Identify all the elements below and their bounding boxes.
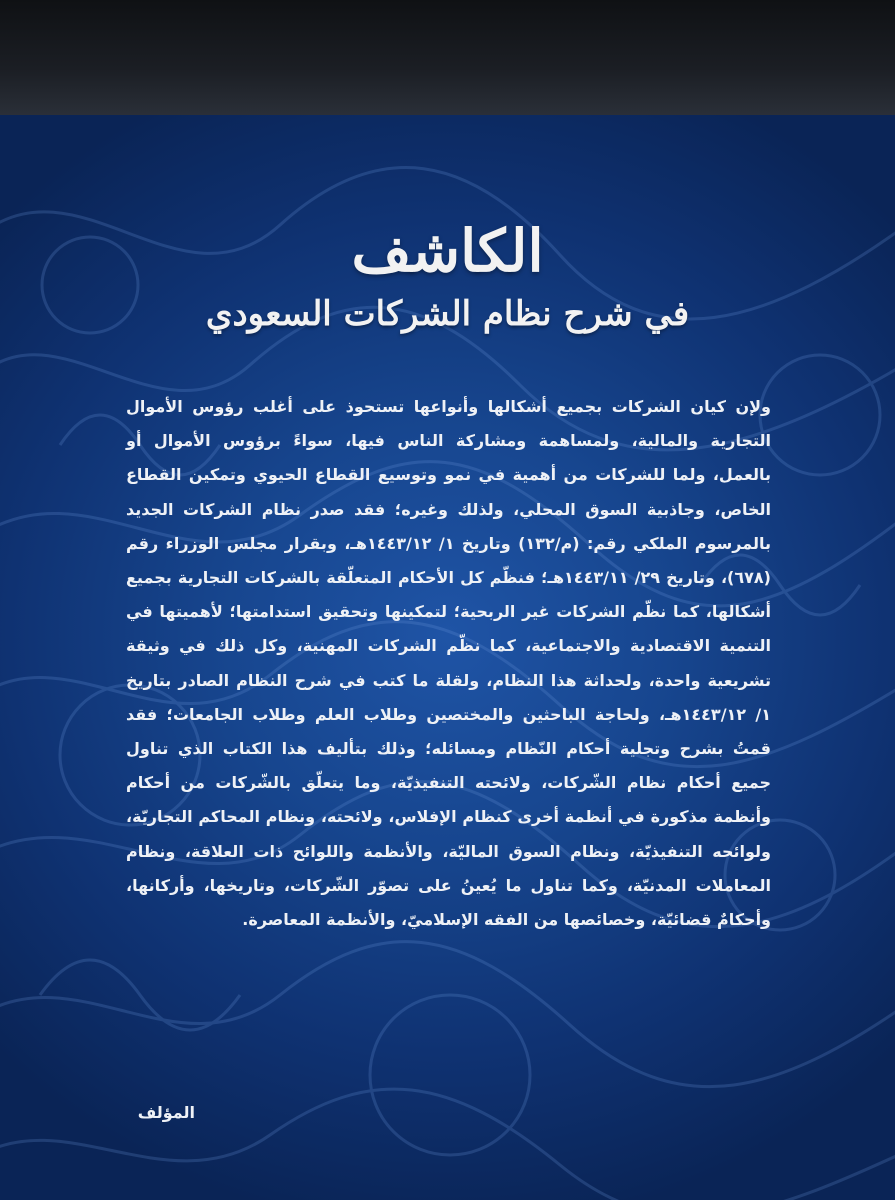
- top-dark-band: [0, 0, 895, 115]
- cover-panel: [0, 115, 895, 1200]
- description-text: ولإن كيان الشركات بجميع أشكالها وأنواعها تستحوذ على أغلب رؤوس الأموال التجارية والمالية، ولمساهمة ومشاركة الناس فيها، سواءً برؤوس الأموال أو بالعمل، ولما للشركات من أهمية في نمو وتوسيع القطاع الحيوي وتمكين القطاع الخاص، وجاذبية السوق المحلي، ولذلك وغيره؛ فقد صدر نظام الشركات الجديد بالمرسوم الملكي رقم: (م/١٣٢) وتاريخ ١/ ١٤٤٣/١٢هـ، وبقرار مجلس الوزراء رقم (٦٧٨)، وتاريخ ٢٩/ ١٤٤٣/١١هـ؛ فنظّم كل الأحكام المتعلّقة بالشركات التجارية بجميع أشكالها، كما نظّم الشركات غير الربحية؛ لتمكينها وتحقيق استدامتها؛ لأهميتها في التنمية الاقتصادية والاجتماعية، كما نظّم الشركات المهنية، وكل ذلك في وثيقة تشريعية واحدة، ولحداثة هذا النظام، ولقلة ما كتب في شرح النظام الصادر بتاريخ ١/ ١٤٤٣/١٢هـ، ولحاجة الباحثين والمختصين وطلاب العلم وطلاب الجامعات؛ فقد قمتُ بشرح وتجلية أحكام النّظام ومسائله؛ وذلك بتأليف هذا الكتاب الذي تناول جميع أحكام نظام الشّركات، ولائحته التنفيذيّة، وما يتعلّق بالشّركات من أحكام وأنظمة مذكورة في أنظمة أخرى كنظام الإفلاس، ولائحته، ونظام المحاكم التجاريّة، ولوائحه التنفيذيّة، ونظام السوق الماليّة، والأنظمة واللوائح ذات العلاقة، ونظام المعاملات المدنيّة، وكما تناول ما يُعينُ على تصوّر الشّركات، وتاريخها، وأركانها، وأحكامٌ قضائيّة، وخصائصها من الفقه الإسلاميّ، والأنظمة المعاصرة.: [126, 397, 771, 930]
- title-block: [0, 215, 895, 337]
- book-subtitle: في شرح نظام الشركات السعودي: [205, 294, 690, 334]
- book-title: الكاشف: [351, 217, 544, 285]
- author-label: المؤلف: [137, 1103, 195, 1122]
- description-paragraph: [126, 390, 771, 937]
